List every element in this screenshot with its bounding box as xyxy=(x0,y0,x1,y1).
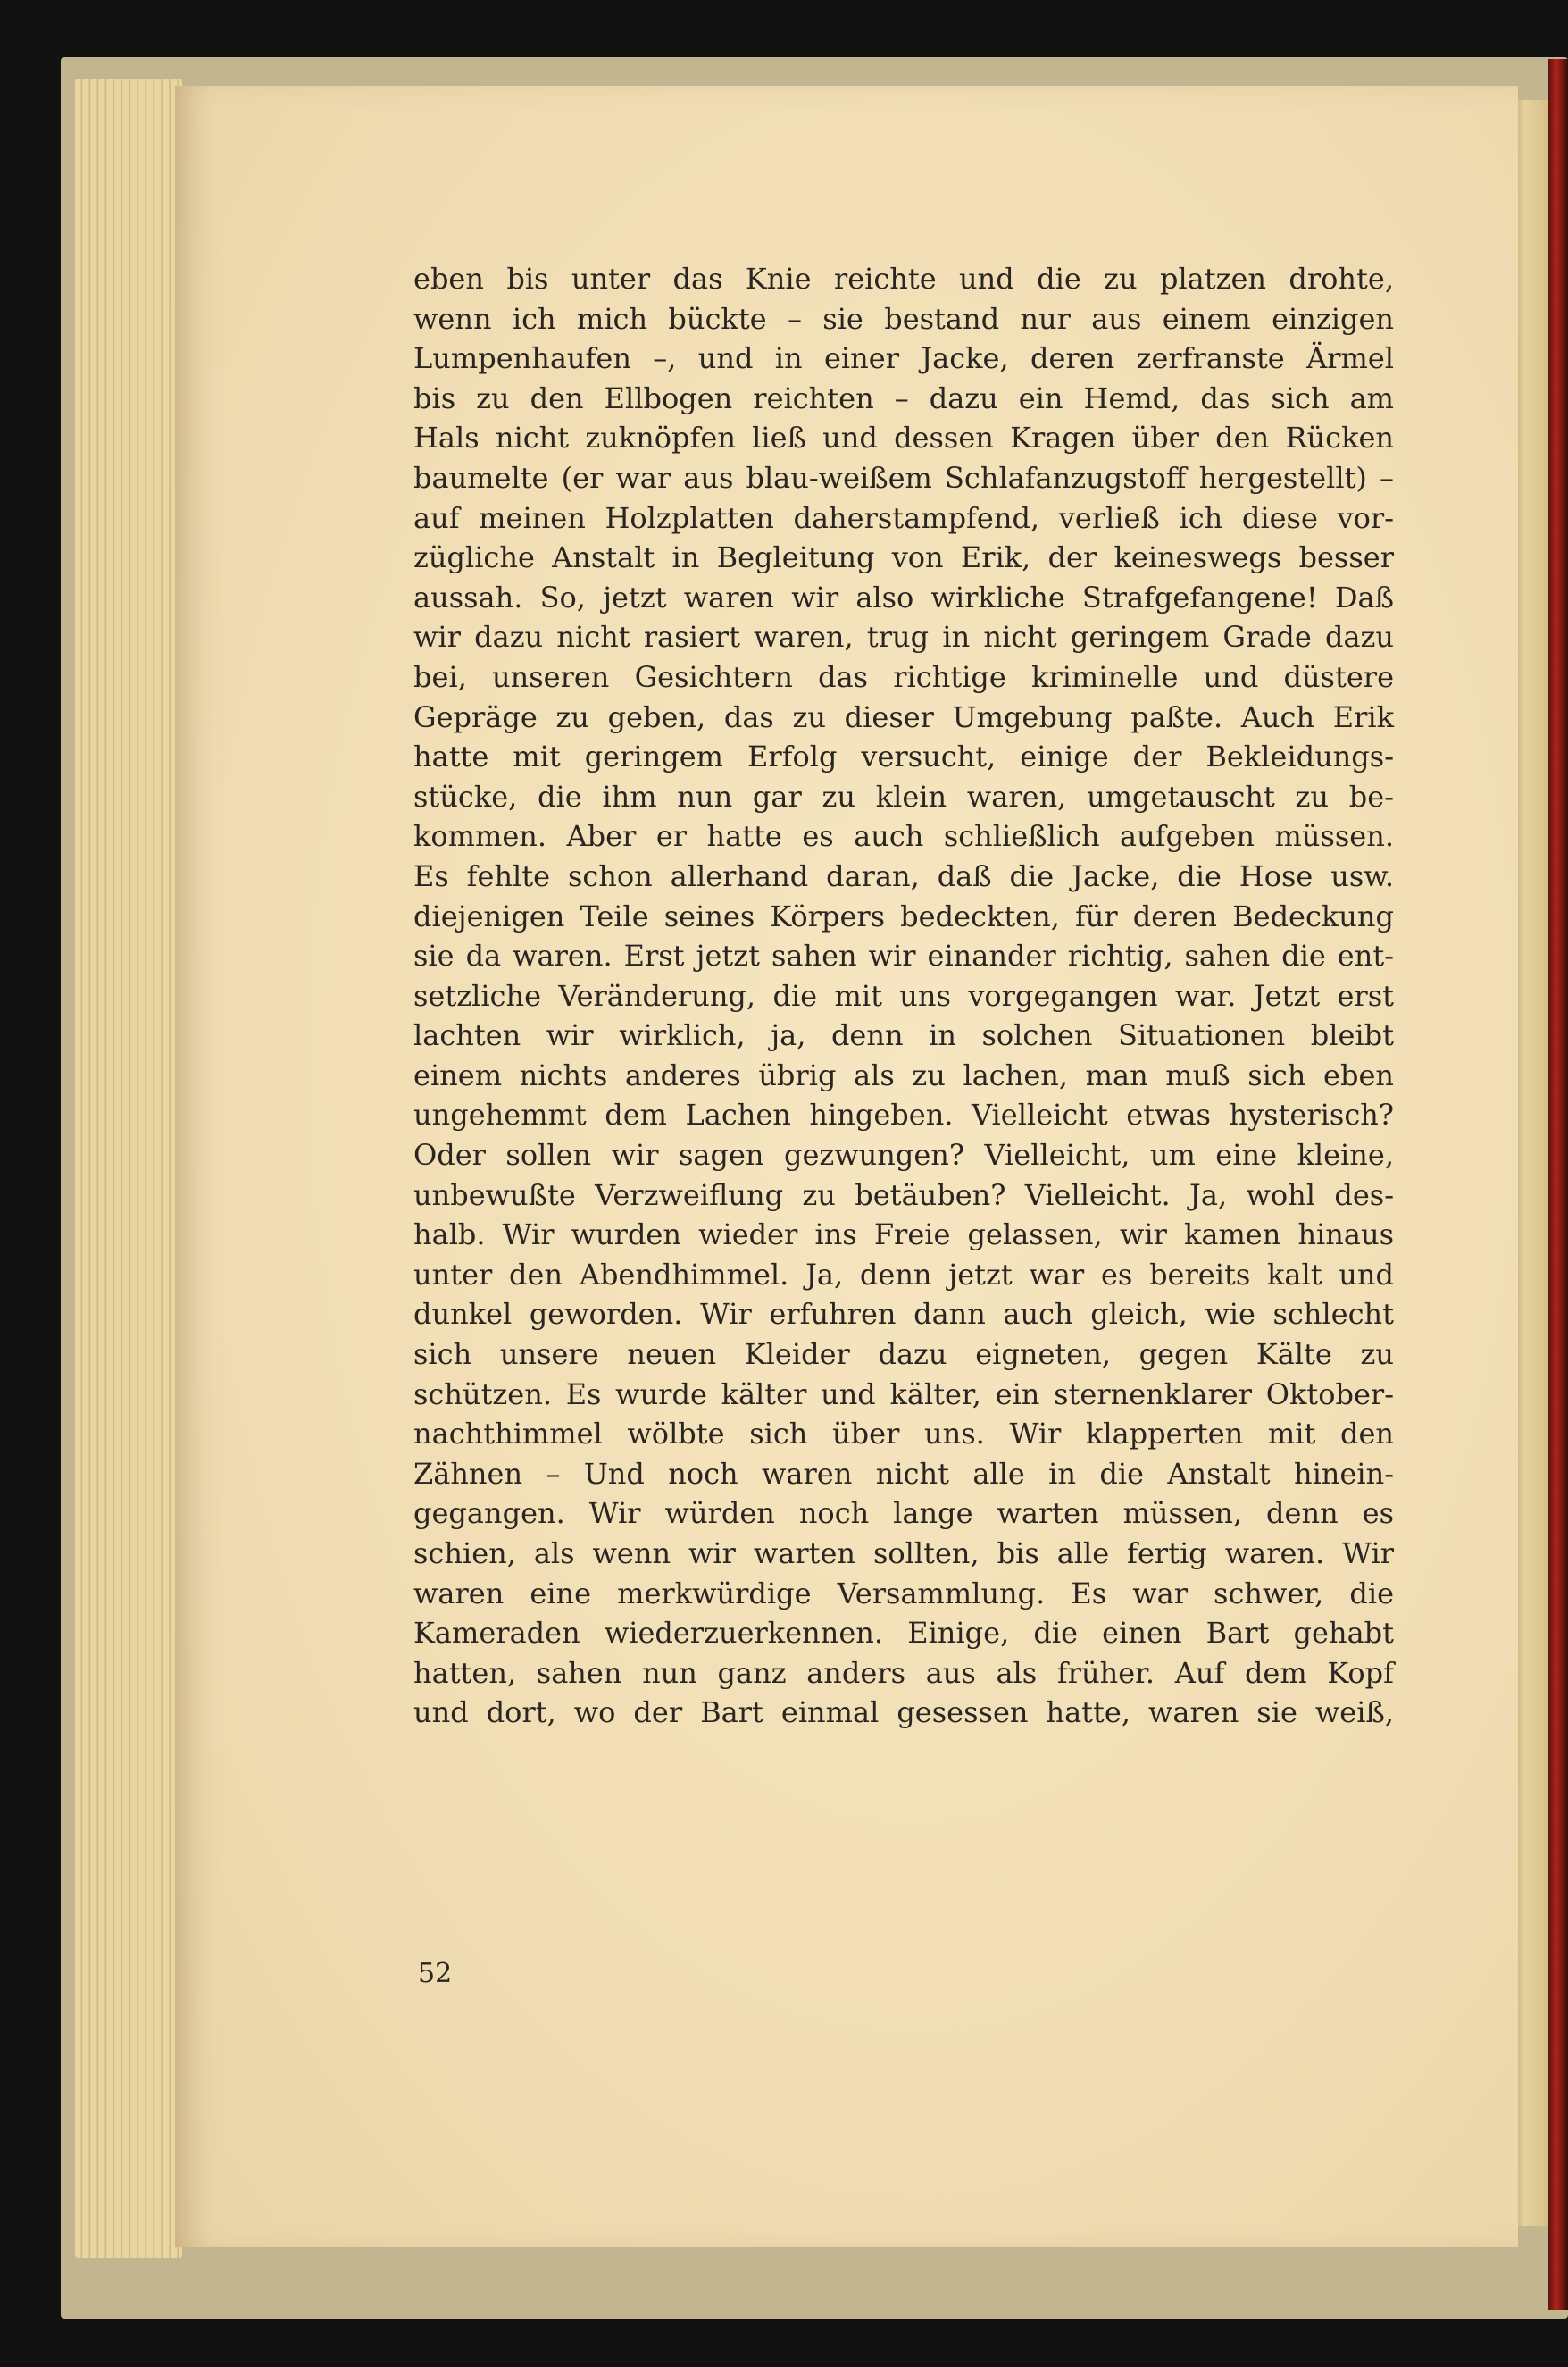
body-text xyxy=(413,259,1394,1733)
text-line: und dort, wo der Bart einmal gesessen hatte, waren sie weiß, xyxy=(413,1695,1394,1730)
text-line: sie da waren. Erst jetzt sahen wir einander richtig, sahen die ent- xyxy=(413,939,1394,974)
text-line: zügliche Anstalt in Begleitung von Erik, der keineswegs besser xyxy=(413,540,1394,575)
text-line: unter den Abendhimmel. Ja, denn jetzt war es bereits kalt und xyxy=(413,1257,1394,1292)
text-line: Zähnen – Und noch waren nicht alle in die Anstalt hinein- xyxy=(413,1456,1394,1491)
text-line: unbewußte Verzweiflung zu betäuben? Vielleicht. Ja, wohl des- xyxy=(413,1177,1394,1212)
page-number: 52 xyxy=(418,1958,453,1989)
text-line: eben bis unter das Knie reichte und die zu platzen drohte, xyxy=(413,262,1394,296)
text-line: dunkel geworden. Wir erfuhren dann auch gleich, wie schlecht xyxy=(413,1297,1394,1332)
text-line: ungehemmt dem Lachen hingeben. Vielleicht etwas hysterisch? xyxy=(413,1098,1394,1133)
text-line: Lumpenhaufen –, und in einer Jacke, deren zerfranste Ärmel xyxy=(413,341,1394,376)
text-line: nachthimmel wölbte sich über uns. Wir klapperten mit den xyxy=(413,1417,1394,1451)
text-line: hatte mit geringem Erfolg versucht, einige der Bekleidungs- xyxy=(413,740,1394,774)
text-line: waren eine merkwürdige Versammlung. Es war schwer, die xyxy=(413,1576,1394,1610)
text-line: einem nichts anderes übrig als zu lachen, man muß sich eben xyxy=(413,1058,1394,1092)
text-line: halb. Wir wurden wieder ins Freie gelassen, wir kamen hinaus xyxy=(413,1217,1394,1252)
text-line: gegangen. Wir würden noch lange warten müssen, denn es xyxy=(413,1496,1394,1531)
text-line: kommen. Aber er hatte es auch schließlich aufgeben müssen. xyxy=(413,819,1394,854)
text-line: bei, unseren Gesichtern das richtige kriminelle und düstere xyxy=(413,659,1394,694)
text-line: auf meinen Holzplatten daherstampfend, verließ ich diese vor- xyxy=(413,500,1394,535)
text-line: Es fehlte schon allerhand daran, daß die Jacke, die Hose usw. xyxy=(413,858,1394,893)
text-line: Gepräge zu geben, das zu dieser Umgebung paßte. Auch Erik xyxy=(413,699,1394,734)
page-stack-edge xyxy=(75,79,182,2258)
red-book-edge xyxy=(1548,59,1568,2310)
text-line: setzliche Veränderung, die mit uns vorgegangen war. Jetzt erst xyxy=(413,978,1394,1013)
text-line: aussah. So, jetzt waren wir also wirkliche Strafgefangene! Daß xyxy=(413,580,1394,615)
text-line: schien, als wenn wir warten sollten, bis alle fertig waren. Wir xyxy=(413,1536,1394,1570)
text-line: lachten wir wirklich, ja, denn in solchen Situationen bleibt xyxy=(413,1018,1394,1053)
text-line: sich unsere neuen Kleider dazu eigneten, gegen Kälte zu xyxy=(413,1337,1394,1372)
text-line: wenn ich mich bückte – sie bestand nur aus einem einzigen xyxy=(413,301,1394,336)
text-line: stücke, die ihm nun gar zu klein waren, umgetauscht zu be- xyxy=(413,779,1394,814)
text-line: Hals nicht zuknöpfen ließ und dessen Kragen über den Rücken xyxy=(413,421,1394,456)
text-line: bis zu den Ellbogen reichten – dazu ein Hemd, das sich am xyxy=(413,381,1394,415)
text-line: hatten, sahen nun ganz anders aus als früher. Auf dem Kopf xyxy=(413,1655,1394,1690)
text-line: schützen. Es wurde kälter und kälter, ein sternenklarer Oktober- xyxy=(413,1376,1394,1411)
text-line: baumelte (er war aus blau-weißem Schlafanzugstoff hergestellt) – xyxy=(413,460,1394,495)
text-line: diejenigen Teile seines Körpers bedeckten, für deren Bedeckung xyxy=(413,899,1394,933)
text-line: Oder sollen wir sagen gezwungen? Vielleicht, um eine kleine, xyxy=(413,1138,1394,1173)
text-line: Kameraden wiederzuerkennen. Einige, die einen Bart gehabt xyxy=(413,1616,1394,1651)
text-line: wir dazu nicht rasiert waren, trug in nicht geringem Grade dazu xyxy=(413,620,1394,655)
